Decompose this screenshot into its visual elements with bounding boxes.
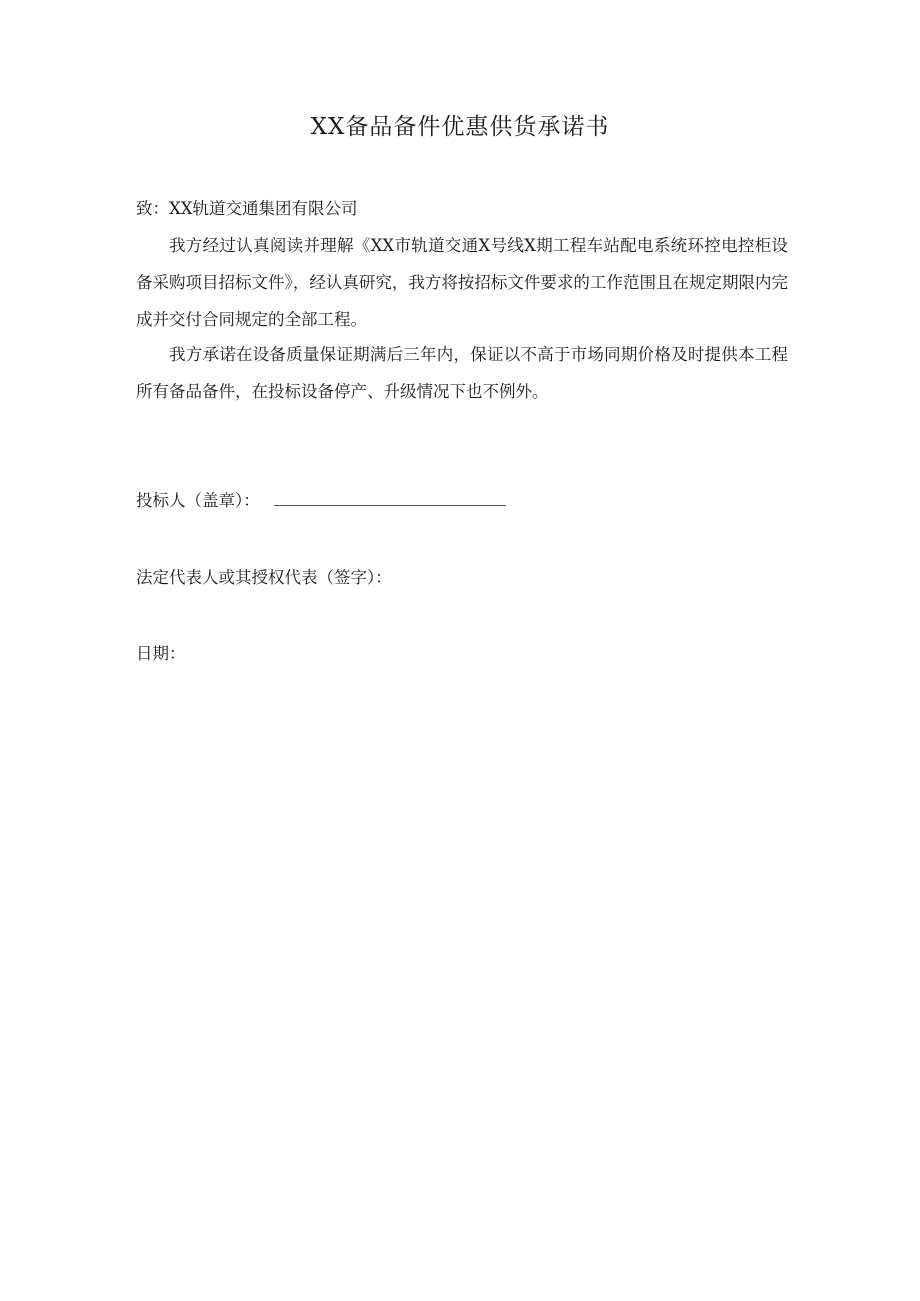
date-label: 日期： bbox=[136, 644, 186, 663]
bidder-seal-label: 投标人（盖章）： bbox=[136, 491, 260, 510]
bidder-seal-blank bbox=[274, 487, 506, 506]
paragraph-commitment: 我方承诺在设备质量保证期满后三年内，保证以不高于市场同期价格及时提供本工程所有备品备件，在投标设备停产、升级情况下也不例外。 bbox=[136, 345, 788, 401]
representative-signature-row bbox=[136, 563, 392, 593]
addressee-line: 致：XX轨道交通集团有限公司 bbox=[136, 199, 358, 218]
bidder-seal-row bbox=[136, 486, 506, 516]
representative-signature-label: 法定代表人或其授权代表（签字）： bbox=[136, 568, 392, 587]
paragraph-understanding: 我方经过认真阅读并理解《XX市轨道交通X号线X期工程车站配电系统环控电控柜设备采购项目招标文件》，经认真研究，我方将按招标文件要求的工作范围且在规定期限内完成并交付合同规定的全部工程。 bbox=[136, 236, 788, 329]
date-row bbox=[136, 639, 186, 669]
document-title: XX备品备件优惠供货承诺书 bbox=[310, 114, 610, 140]
